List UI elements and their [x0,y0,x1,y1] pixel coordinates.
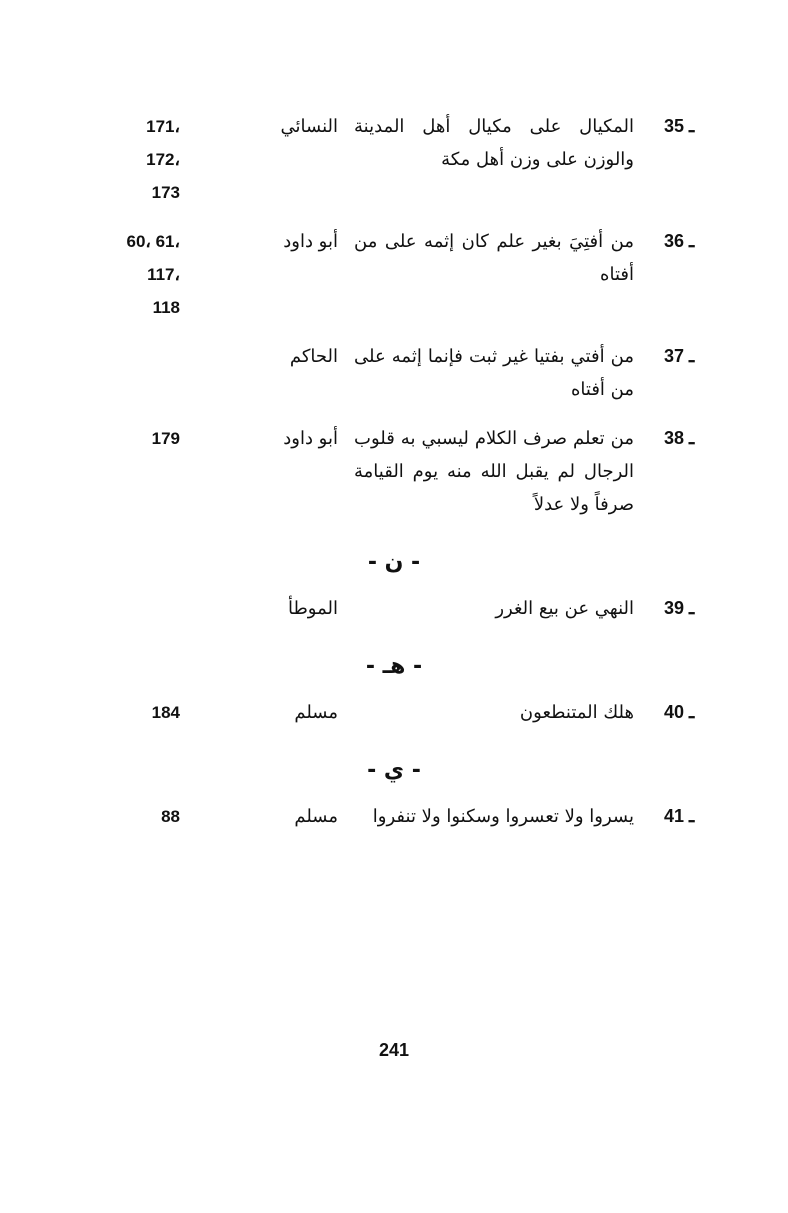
page-references [95,800,180,833]
page-ref: 179 [151,429,180,448]
hadith-text: من تعلم صرف الكلام ليسبي به قلوب الرجال لم يقبل الله منه يوم القيامة صرفاً ولا عدلاً [354,428,634,515]
page-ref: 173 [151,183,180,202]
hadith-text: النهي عن بيع الغرر [495,598,634,619]
page-references [95,110,180,209]
entry-number: 39 ـ [664,598,695,618]
page-references [95,225,180,324]
hadith-source: أبو داود [283,428,338,449]
page-ref: 172، [146,150,180,169]
entry-number: 38 ـ [664,428,695,448]
page-ref: 171، [146,117,180,136]
hadith-text: من أفتِيَ بغير علم كان إثمه على من أفتاه [354,231,634,285]
entry-number: 40 ـ [664,702,695,722]
hadith-source: مسلم [294,806,338,827]
hadith-text: يسروا ولا تعسروا وسكنوا ولا تنفروا [372,806,634,827]
page-ref: 117، [147,265,180,284]
page-ref: 118 [152,298,180,317]
page-ref: 184 [151,703,180,722]
hadith-text: هلك المتنطعون [519,702,634,723]
hadith-source: الحاكم [289,346,338,367]
hadith-source: الموطأ [287,598,338,619]
entry-number: 36 ـ [664,231,695,251]
hadith-source: مسلم [294,702,338,723]
section-heading-ha: - هـ - [365,654,423,679]
page-number: 241 [378,1040,410,1060]
page-references [95,696,180,729]
section-heading-nun: - ن - [367,550,421,575]
hadith-text: من أفتي بفتيا غير ثبت فإنما إثمه على من أفتاه [354,346,634,400]
page-references [95,422,180,455]
hadith-source: أبو داود [283,231,338,252]
page-ref: 60، 61، [126,232,180,251]
entry-number: 37 ـ [664,346,695,366]
hadith-source: النسائي [280,116,338,137]
entry-number: 35 ـ [664,116,695,136]
entry-number: 41 ـ [664,806,695,826]
section-heading-ya: - ي - [367,758,421,783]
hadith-text: المكيال على مكيال أهل المدينة والوزن على وزن أهل مكة [354,116,634,170]
page-ref: 88 [161,807,180,826]
